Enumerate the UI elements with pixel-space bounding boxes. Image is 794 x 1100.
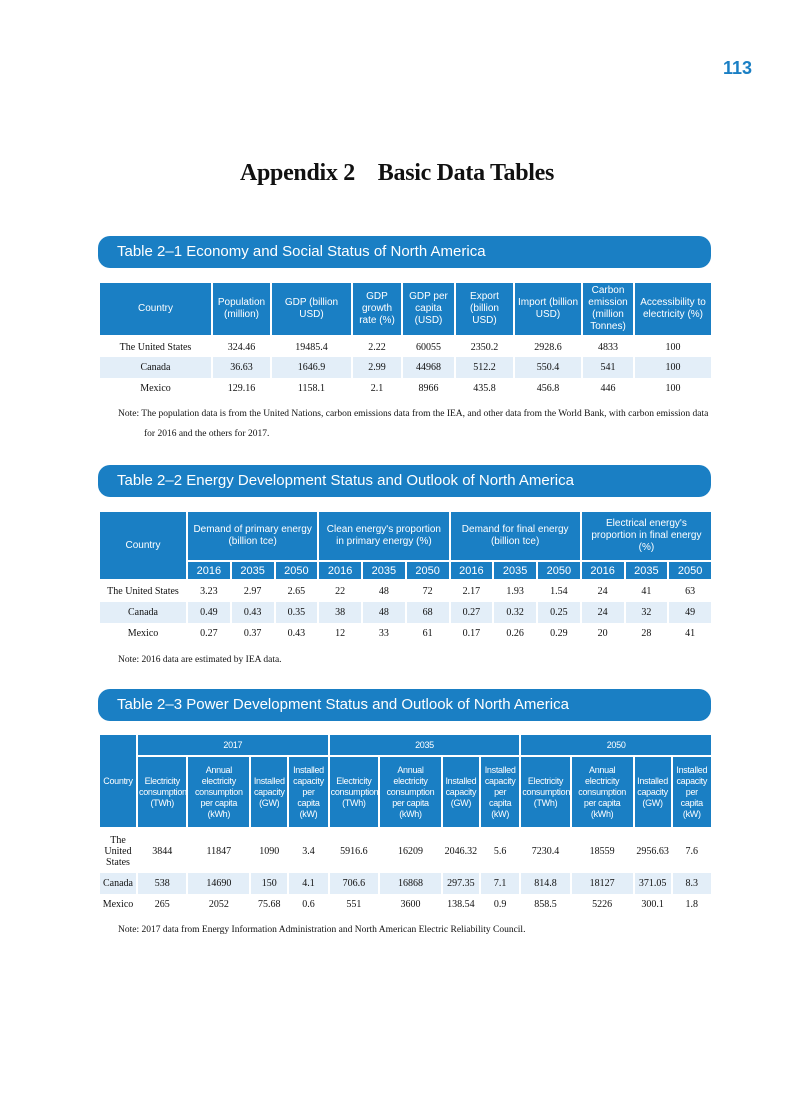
data-cell: 435.8 — [455, 378, 514, 399]
data-cell: 16209 — [379, 828, 442, 873]
column-header: Annual electricity consumption per capita (kWh) — [379, 756, 442, 828]
table-row — [99, 580, 712, 602]
column-header: Installed capacity per capita (kW) — [288, 756, 328, 828]
data-cell: 8.3 — [672, 873, 712, 894]
table-row — [99, 828, 712, 873]
column-header: Country — [99, 282, 212, 336]
data-cell: 20 — [581, 623, 625, 644]
data-cell: 2.17 — [450, 580, 494, 602]
column-header: Export (billion USD) — [455, 282, 514, 336]
data-cell: 3844 — [137, 828, 187, 873]
data-cell: 72 — [406, 580, 450, 602]
data-cell: 22 — [318, 580, 362, 602]
column-header: Electricity consumption (TWh) — [137, 756, 187, 828]
data-cell: 297.35 — [442, 873, 480, 894]
table2-caption: Table 2–2 Energy Development Status and Outlook of North America — [98, 465, 711, 497]
data-cell: 0.49 — [187, 602, 231, 623]
data-cell: 24 — [581, 580, 625, 602]
data-cell: 1.8 — [672, 894, 712, 915]
column-header: Population (million) — [212, 282, 271, 336]
year-header: 2050 — [520, 734, 712, 756]
table1-caption: Table 2–1 Economy and Social Status of North America — [98, 236, 711, 268]
power-table — [98, 733, 713, 915]
table-row — [99, 873, 712, 894]
data-cell: 36.63 — [212, 357, 271, 378]
data-cell: 48 — [362, 580, 406, 602]
table1-note: Note: The population data is from the United Nations, carbon emissions data from the IEA, and other data from the World Bank, with carbon emission data for 2016 and the others for 2017. — [118, 409, 709, 439]
column-header: GDP (billion USD) — [271, 282, 352, 336]
data-cell: 100 — [634, 378, 712, 399]
data-cell: 706.6 — [329, 873, 379, 894]
data-cell: 0.43 — [275, 623, 319, 644]
energy-table — [98, 510, 713, 644]
table3-caption: Table 2–3 Power Development Status and Outlook of North America — [98, 689, 711, 721]
subheader-row — [99, 756, 712, 828]
year-header: 2016 — [187, 561, 231, 580]
data-cell: 1.93 — [493, 580, 537, 602]
year-header: 2050 — [275, 561, 319, 580]
data-cell: 61 — [406, 623, 450, 644]
data-cell: 456.8 — [514, 378, 582, 399]
data-cell: 68 — [406, 602, 450, 623]
data-cell: 18127 — [571, 873, 634, 894]
data-cell: 60055 — [402, 336, 455, 357]
group-header: Electrical energy's proportion in final energy (%) — [581, 511, 712, 561]
table2-note: Note: 2016 data are estimated by IEA data. — [118, 655, 282, 665]
header-row — [99, 734, 712, 756]
table-row — [99, 378, 712, 399]
data-cell: 814.8 — [520, 873, 570, 894]
data-cell: 41 — [625, 580, 669, 602]
data-cell: 5226 — [571, 894, 634, 915]
data-cell: 19485.4 — [271, 336, 352, 357]
column-header: Installed capacity per capita (kW) — [480, 756, 520, 828]
data-cell: 541 — [582, 357, 634, 378]
year-header: 2017 — [137, 734, 329, 756]
data-cell: 551 — [329, 894, 379, 915]
column-header: Electricity consumption (TWh) — [329, 756, 379, 828]
data-cell: 5916.6 — [329, 828, 379, 873]
data-cell: 5.6 — [480, 828, 520, 873]
data-cell: 0.26 — [493, 623, 537, 644]
data-cell: 16868 — [379, 873, 442, 894]
column-header: Annual electricity consumption per capita (kWh) — [187, 756, 250, 828]
data-cell: 8966 — [402, 378, 455, 399]
data-cell: 300.1 — [634, 894, 672, 915]
country-cell: Mexico — [99, 623, 187, 644]
data-cell: 49 — [668, 602, 712, 623]
column-header: Import (billion USD) — [514, 282, 582, 336]
column-header: Annual electricity consumption per capita (kWh) — [571, 756, 634, 828]
data-cell: 2046.32 — [442, 828, 480, 873]
year-header: 2035 — [329, 734, 521, 756]
page-number: 113 — [722, 58, 752, 78]
data-cell: 41 — [668, 623, 712, 644]
table-row — [99, 357, 712, 378]
column-header: Installed capacity per capita (kW) — [672, 756, 712, 828]
column-header: GDP per capita (USD) — [402, 282, 455, 336]
column-header: Carbon emission (million Tonnes) — [582, 282, 634, 336]
data-cell: 0.32 — [493, 602, 537, 623]
group-header: Demand of primary energy (billion tce) — [187, 511, 318, 561]
data-cell: 75.68 — [250, 894, 288, 915]
column-header: Accessibility to electricity (%) — [634, 282, 712, 336]
column-header: Country — [99, 734, 137, 828]
data-cell: 18559 — [571, 828, 634, 873]
table-row — [99, 602, 712, 623]
country-cell: The United States — [99, 828, 137, 873]
data-cell: 0.17 — [450, 623, 494, 644]
data-cell: 2.99 — [352, 357, 402, 378]
data-cell: 2956.63 — [634, 828, 672, 873]
data-cell: 2.1 — [352, 378, 402, 399]
data-cell: 0.27 — [187, 623, 231, 644]
data-cell: 4833 — [582, 336, 634, 357]
data-cell: 0.6 — [288, 894, 328, 915]
data-cell: 2.65 — [275, 580, 319, 602]
data-cell: 2.22 — [352, 336, 402, 357]
data-cell: 0.25 — [537, 602, 581, 623]
year-header: 2035 — [493, 561, 537, 580]
country-cell: Canada — [99, 357, 212, 378]
table-row — [99, 894, 712, 915]
data-cell: 512.2 — [455, 357, 514, 378]
data-cell: 24 — [581, 602, 625, 623]
year-header: 2035 — [362, 561, 406, 580]
page-title: Appendix 2 Basic Data Tables — [239, 160, 555, 186]
data-cell: 1090 — [250, 828, 288, 873]
data-cell: 150 — [250, 873, 288, 894]
data-cell: 7.1 — [480, 873, 520, 894]
data-cell: 38 — [318, 602, 362, 623]
data-cell: 4.1 — [288, 873, 328, 894]
column-header: Installed capacity (GW) — [250, 756, 288, 828]
data-cell: 138.54 — [442, 894, 480, 915]
country-cell: Mexico — [99, 894, 137, 915]
data-cell: 1158.1 — [271, 378, 352, 399]
data-cell: 129.16 — [212, 378, 271, 399]
header-row — [99, 511, 712, 561]
data-cell: 28 — [625, 623, 669, 644]
group-header: Demand for final energy (billion tce) — [450, 511, 581, 561]
data-cell: 324.46 — [212, 336, 271, 357]
data-cell: 14690 — [187, 873, 250, 894]
data-cell: 7230.4 — [520, 828, 570, 873]
data-cell: 1646.9 — [271, 357, 352, 378]
country-cell: The United States — [99, 580, 187, 602]
data-cell: 0.29 — [537, 623, 581, 644]
data-cell: 0.37 — [231, 623, 275, 644]
country-cell: The United States — [99, 336, 212, 357]
data-cell: 2.97 — [231, 580, 275, 602]
data-cell: 100 — [634, 357, 712, 378]
year-header: 2050 — [668, 561, 712, 580]
year-header: 2016 — [450, 561, 494, 580]
year-header: 2050 — [537, 561, 581, 580]
data-cell: 858.5 — [520, 894, 570, 915]
data-cell: 0.35 — [275, 602, 319, 623]
data-cell: 0.9 — [480, 894, 520, 915]
table-row — [99, 623, 712, 644]
data-cell: 371.05 — [634, 873, 672, 894]
data-cell: 32 — [625, 602, 669, 623]
data-cell: 44968 — [402, 357, 455, 378]
data-cell: 0.43 — [231, 602, 275, 623]
data-cell: 3.23 — [187, 580, 231, 602]
data-cell: 7.6 — [672, 828, 712, 873]
data-cell: 2350.2 — [455, 336, 514, 357]
year-header: 2050 — [406, 561, 450, 580]
data-cell: 12 — [318, 623, 362, 644]
data-cell: 2052 — [187, 894, 250, 915]
data-cell: 0.27 — [450, 602, 494, 623]
year-header: 2016 — [581, 561, 625, 580]
column-header: Installed capacity (GW) — [634, 756, 672, 828]
column-header: Country — [99, 511, 187, 580]
data-cell: 538 — [137, 873, 187, 894]
column-header: Installed capacity (GW) — [442, 756, 480, 828]
data-cell: 1.54 — [537, 580, 581, 602]
year-header: 2016 — [318, 561, 362, 580]
data-cell: 3.4 — [288, 828, 328, 873]
data-cell: 550.4 — [514, 357, 582, 378]
country-cell: Canada — [99, 873, 137, 894]
column-header: GDP growth rate (%) — [352, 282, 402, 336]
country-cell: Mexico — [99, 378, 212, 399]
data-cell: 265 — [137, 894, 187, 915]
group-header: Clean energy's proportion in primary energy (%) — [318, 511, 449, 561]
column-header: Electricity consumption (TWh) — [520, 756, 570, 828]
data-cell: 3600 — [379, 894, 442, 915]
data-cell: 446 — [582, 378, 634, 399]
header-row — [99, 282, 712, 336]
country-cell: Canada — [99, 602, 187, 623]
year-header: 2035 — [231, 561, 275, 580]
data-cell: 2928.6 — [514, 336, 582, 357]
table-row — [99, 336, 712, 357]
year-row — [99, 561, 712, 580]
data-cell: 11847 — [187, 828, 250, 873]
data-cell: 48 — [362, 602, 406, 623]
economy-table — [98, 281, 713, 399]
year-header: 2035 — [625, 561, 669, 580]
table3-note: Note: 2017 data from Energy Information Administration and North American Electric Reliability Council. — [118, 925, 526, 935]
data-cell: 33 — [362, 623, 406, 644]
data-cell: 63 — [668, 580, 712, 602]
data-cell: 100 — [634, 336, 712, 357]
